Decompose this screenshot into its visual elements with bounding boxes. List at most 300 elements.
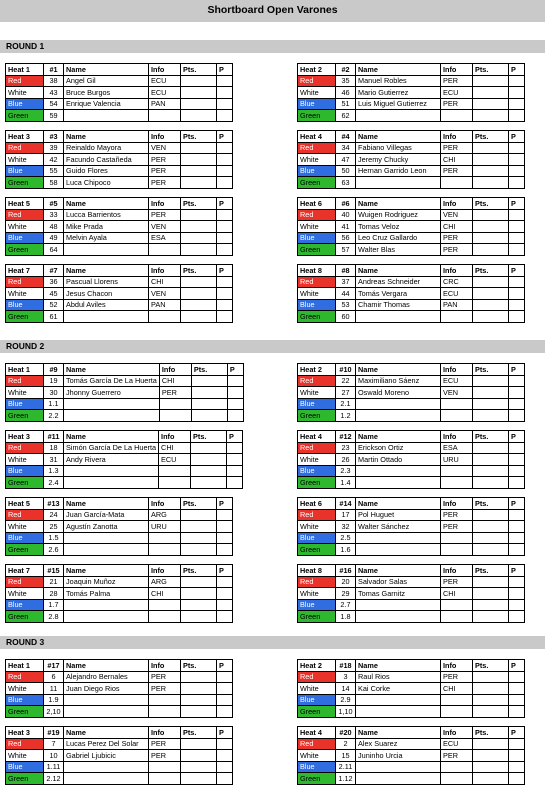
- surfer-row: [6, 750, 233, 762]
- heat-header-row: [298, 431, 525, 443]
- jersey-color-green: Green: [298, 177, 336, 189]
- info-header: Info: [441, 198, 473, 210]
- surfer-row: [6, 544, 233, 556]
- pts-header: Pts.: [473, 198, 509, 210]
- p-header: P: [217, 727, 233, 739]
- surfer-name: [64, 761, 149, 773]
- surfer-row: [298, 532, 525, 544]
- name-header: Name: [64, 660, 149, 672]
- pts-header: Pts.: [473, 565, 509, 577]
- pts-header: Pts.: [181, 727, 217, 739]
- points-cell: [473, 611, 509, 623]
- jersey-color-white: White: [298, 521, 336, 533]
- points-cell: [191, 442, 227, 454]
- points-cell: [191, 454, 227, 466]
- jersey-color-blue: Blue: [6, 98, 44, 110]
- heat-table: [5, 197, 233, 256]
- points-cell: [473, 442, 509, 454]
- surfer-name: Walter Sánchez: [356, 521, 441, 533]
- heat-table: [297, 564, 525, 623]
- pts-header: Pts.: [181, 660, 217, 672]
- jersey-color-green: Green: [6, 611, 44, 623]
- country-info: PER: [149, 750, 181, 762]
- place-cell: [217, 611, 233, 623]
- heat-label: Heat 6: [298, 198, 336, 210]
- jersey-color-green: Green: [6, 311, 44, 323]
- points-cell: [181, 232, 217, 244]
- points-cell: [473, 177, 509, 189]
- jersey-color-green: Green: [298, 706, 336, 718]
- country-info: [149, 110, 181, 122]
- country-info: PAN: [149, 98, 181, 110]
- jersey-color-white: White: [298, 221, 336, 233]
- seed-number: 1.8: [336, 611, 356, 623]
- country-info: PER: [149, 165, 181, 177]
- jersey-color-green: Green: [6, 177, 44, 189]
- points-cell: [181, 576, 217, 588]
- surfer-name: [356, 398, 441, 410]
- points-cell: [473, 750, 509, 762]
- country-info: CHI: [441, 683, 473, 695]
- heat-header-row: [6, 364, 244, 376]
- jersey-color-green: Green: [6, 244, 44, 256]
- surfer-name: Luis Miguel Gutierrez: [356, 98, 441, 110]
- jersey-color-white: White: [298, 87, 336, 99]
- country-info: [149, 761, 181, 773]
- country-info: [159, 465, 191, 477]
- jersey-color-white: White: [6, 521, 44, 533]
- points-cell: [181, 761, 217, 773]
- heat-label: Heat 5: [6, 198, 44, 210]
- place-cell: [509, 477, 525, 489]
- place-cell: [509, 611, 525, 623]
- points-cell: [181, 221, 217, 233]
- surfer-name: [64, 611, 149, 623]
- heat-number: #4: [336, 131, 356, 143]
- place-cell: [509, 761, 525, 773]
- name-header: Name: [64, 431, 159, 443]
- seed-number: 21: [44, 576, 64, 588]
- surfer-name: Jhonny Guerrero: [64, 387, 160, 399]
- place-cell: [217, 244, 233, 256]
- heat-table: [5, 130, 233, 189]
- seed-number: 51: [336, 98, 356, 110]
- seed-number: 2.5: [336, 532, 356, 544]
- points-cell: [473, 521, 509, 533]
- heat-header-row: [298, 660, 525, 672]
- surfer-row: [6, 706, 233, 718]
- surfer-name: [64, 477, 159, 489]
- points-cell: [473, 154, 509, 166]
- heat-table: [5, 564, 233, 623]
- heat-label: Heat 4: [298, 727, 336, 739]
- country-info: CHI: [149, 588, 181, 600]
- jersey-color-red: Red: [6, 276, 44, 288]
- seed-number: 1.11: [44, 761, 64, 773]
- place-cell: [509, 532, 525, 544]
- surfer-name: [356, 706, 441, 718]
- heat-label: Heat 7: [6, 265, 44, 277]
- place-cell: [227, 454, 243, 466]
- country-info: ECU: [441, 288, 473, 300]
- surfer-row: [6, 588, 233, 600]
- points-cell: [181, 209, 217, 221]
- name-header: Name: [356, 660, 441, 672]
- surfer-name: [64, 311, 149, 323]
- surfer-name: Alex Suarez: [356, 738, 441, 750]
- seed-number: 37: [336, 276, 356, 288]
- surfer-name: Andy Rivera: [64, 454, 159, 466]
- heat-label: Heat 8: [298, 565, 336, 577]
- heat-number: #12: [336, 431, 356, 443]
- name-header: Name: [356, 364, 441, 376]
- country-info: [441, 706, 473, 718]
- place-cell: [217, 576, 233, 588]
- surfer-row: [6, 738, 233, 750]
- place-cell: [509, 671, 525, 683]
- p-header: P: [217, 131, 233, 143]
- surfer-name: [64, 398, 160, 410]
- country-info: PER: [441, 671, 473, 683]
- jersey-color-white: White: [6, 588, 44, 600]
- surfer-row: [6, 671, 233, 683]
- seed-number: 25: [44, 521, 64, 533]
- jersey-color-blue: Blue: [298, 232, 336, 244]
- jersey-color-blue: Blue: [6, 398, 44, 410]
- seed-number: 1.7: [44, 599, 64, 611]
- surfer-row: [6, 442, 243, 454]
- country-info: [149, 694, 181, 706]
- info-header: Info: [159, 431, 191, 443]
- jersey-color-green: Green: [6, 110, 44, 122]
- seed-number: 27: [336, 387, 356, 399]
- jersey-color-white: White: [6, 154, 44, 166]
- seed-number: 15: [336, 750, 356, 762]
- surfer-row: [6, 375, 244, 387]
- surfer-name: [64, 465, 159, 477]
- country-info: [441, 773, 473, 785]
- surfer-row: [298, 521, 525, 533]
- surfer-name: [356, 465, 441, 477]
- name-header: Name: [64, 727, 149, 739]
- surfer-row: [6, 209, 233, 221]
- jersey-color-red: Red: [298, 671, 336, 683]
- points-cell: [473, 588, 509, 600]
- heat-label: Heat 2: [298, 364, 336, 376]
- name-header: Name: [64, 565, 149, 577]
- points-cell: [191, 398, 227, 410]
- surfer-name: Simón García De La Huerta: [64, 442, 159, 454]
- place-cell: [217, 694, 233, 706]
- seed-number: 7: [44, 738, 64, 750]
- surfer-name: Juan García-Mata: [64, 509, 149, 521]
- info-header: Info: [149, 64, 181, 76]
- jersey-color-green: Green: [6, 410, 44, 422]
- place-cell: [217, 288, 233, 300]
- surfer-row: [298, 75, 525, 87]
- country-info: ECU: [159, 454, 191, 466]
- place-cell: [509, 410, 525, 422]
- points-cell: [181, 165, 217, 177]
- seed-number: 41: [336, 221, 356, 233]
- heat-table: [5, 430, 243, 489]
- country-info: CHI: [149, 276, 181, 288]
- seed-number: 2.6: [44, 544, 64, 556]
- seed-number: 50: [336, 165, 356, 177]
- place-cell: [217, 683, 233, 695]
- heat-header-row: [6, 198, 233, 210]
- surfer-row: [298, 221, 525, 233]
- pts-header: Pts.: [473, 498, 509, 510]
- place-cell: [217, 75, 233, 87]
- jersey-color-red: Red: [298, 442, 336, 454]
- pts-header: Pts.: [181, 498, 217, 510]
- pts-header: Pts.: [473, 64, 509, 76]
- points-cell: [473, 761, 509, 773]
- surfer-row: [6, 509, 233, 521]
- info-header: Info: [441, 364, 473, 376]
- surfer-row: [298, 110, 525, 122]
- surfer-name: Erickson Ortiz: [356, 442, 441, 454]
- seed-number: 43: [44, 87, 64, 99]
- place-cell: [509, 509, 525, 521]
- seed-number: 59: [44, 110, 64, 122]
- surfer-name: [64, 110, 149, 122]
- points-cell: [191, 410, 227, 422]
- jersey-color-red: Red: [6, 442, 44, 454]
- heat-number: #6: [336, 198, 356, 210]
- place-cell: [217, 209, 233, 221]
- p-header: P: [509, 64, 525, 76]
- points-cell: [181, 244, 217, 256]
- jersey-color-red: Red: [298, 209, 336, 221]
- points-cell: [473, 477, 509, 489]
- surfer-row: [6, 221, 233, 233]
- place-cell: [217, 177, 233, 189]
- country-info: CHI: [159, 375, 191, 387]
- p-header: P: [509, 364, 525, 376]
- seed-number: 58: [44, 177, 64, 189]
- pts-header: Pts.: [181, 64, 217, 76]
- seed-number: 52: [44, 299, 64, 311]
- jersey-color-red: Red: [298, 738, 336, 750]
- points-cell: [181, 311, 217, 323]
- info-header: Info: [441, 498, 473, 510]
- surfer-name: Jeremy Chucky: [356, 154, 441, 166]
- heat-number: #5: [44, 198, 64, 210]
- surfer-row: [298, 706, 525, 718]
- info-header: Info: [149, 660, 181, 672]
- jersey-color-white: White: [298, 288, 336, 300]
- heat-number: #15: [44, 565, 64, 577]
- seed-number: 34: [336, 142, 356, 154]
- jersey-color-red: Red: [6, 209, 44, 221]
- seed-number: 49: [44, 232, 64, 244]
- surfer-name: [356, 177, 441, 189]
- country-info: [149, 611, 181, 623]
- country-info: ECU: [441, 375, 473, 387]
- jersey-color-green: Green: [298, 311, 336, 323]
- heat-number: #20: [336, 727, 356, 739]
- surfer-name: Reinaldo Mayora: [64, 142, 149, 154]
- points-cell: [473, 375, 509, 387]
- points-cell: [473, 465, 509, 477]
- country-info: PER: [149, 177, 181, 189]
- heat-header-row: [298, 364, 525, 376]
- surfer-name: Tomás Palma: [64, 588, 149, 600]
- jersey-color-white: White: [6, 750, 44, 762]
- seed-number: 20: [336, 576, 356, 588]
- jersey-color-red: Red: [6, 671, 44, 683]
- jersey-color-blue: Blue: [6, 165, 44, 177]
- place-cell: [227, 387, 243, 399]
- place-cell: [509, 165, 525, 177]
- surfer-row: [6, 532, 233, 544]
- surfer-name: Enrique Valencia: [64, 98, 149, 110]
- surfer-row: [6, 683, 233, 695]
- heat-header-row: [6, 131, 233, 143]
- surfer-name: Facundo Castañeda: [64, 154, 149, 166]
- country-info: [149, 244, 181, 256]
- jersey-color-red: Red: [6, 142, 44, 154]
- heat-header-row: [298, 198, 525, 210]
- surfer-name: Hernan Garrido Leon: [356, 165, 441, 177]
- surfer-row: [298, 288, 525, 300]
- seed-number: 60: [336, 311, 356, 323]
- heat-header-row: [298, 565, 525, 577]
- place-cell: [227, 410, 243, 422]
- country-info: [149, 599, 181, 611]
- country-info: PAN: [441, 299, 473, 311]
- points-cell: [473, 232, 509, 244]
- surfer-row: [298, 154, 525, 166]
- points-cell: [181, 738, 217, 750]
- surfer-name: Walter Blas: [356, 244, 441, 256]
- country-info: VEN: [149, 221, 181, 233]
- heat-table: [5, 363, 244, 422]
- heat-number: #16: [336, 565, 356, 577]
- heat-header-row: [6, 64, 233, 76]
- seed-number: 2: [336, 738, 356, 750]
- place-cell: [509, 750, 525, 762]
- points-cell: [473, 599, 509, 611]
- place-cell: [217, 706, 233, 718]
- pts-header: Pts.: [191, 431, 227, 443]
- pts-header: Pts.: [473, 131, 509, 143]
- country-info: PER: [441, 75, 473, 87]
- info-header: Info: [441, 727, 473, 739]
- points-cell: [181, 671, 217, 683]
- place-cell: [217, 599, 233, 611]
- round-label: ROUND 2: [6, 341, 45, 351]
- jersey-color-white: White: [6, 387, 44, 399]
- country-info: VEN: [149, 288, 181, 300]
- place-cell: [509, 244, 525, 256]
- heat-number: #2: [336, 64, 356, 76]
- seed-number: 22: [336, 375, 356, 387]
- surfer-row: [6, 387, 244, 399]
- jersey-color-green: Green: [6, 477, 44, 489]
- pts-header: Pts.: [181, 565, 217, 577]
- country-info: PER: [441, 165, 473, 177]
- surfer-name: [356, 110, 441, 122]
- place-cell: [227, 477, 243, 489]
- title-bar: [0, 0, 545, 22]
- seed-number: 36: [44, 276, 64, 288]
- country-info: PER: [149, 671, 181, 683]
- place-cell: [509, 75, 525, 87]
- jersey-color-red: Red: [6, 576, 44, 588]
- p-header: P: [509, 131, 525, 143]
- points-cell: [181, 75, 217, 87]
- country-info: [441, 410, 473, 422]
- place-cell: [509, 683, 525, 695]
- country-info: PER: [149, 738, 181, 750]
- name-header: Name: [356, 431, 441, 443]
- surfer-name: Leo Cruz Gallardo: [356, 232, 441, 244]
- surfer-name: Agustín Zanotta: [64, 521, 149, 533]
- name-header: Name: [64, 265, 149, 277]
- seed-number: 14: [336, 683, 356, 695]
- country-info: ECU: [149, 87, 181, 99]
- surfer-row: [6, 694, 233, 706]
- jersey-color-white: White: [298, 154, 336, 166]
- jersey-color-green: Green: [6, 706, 44, 718]
- info-header: Info: [149, 265, 181, 277]
- heat-table: [297, 659, 525, 718]
- country-info: [441, 694, 473, 706]
- points-cell: [181, 599, 217, 611]
- surfer-name: [64, 694, 149, 706]
- heat-label: Heat 7: [6, 565, 44, 577]
- jersey-color-blue: Blue: [298, 465, 336, 477]
- seed-number: 2.12: [44, 773, 64, 785]
- heat-label: Heat 3: [6, 727, 44, 739]
- p-header: P: [227, 364, 243, 376]
- place-cell: [509, 221, 525, 233]
- jersey-color-green: Green: [6, 773, 44, 785]
- place-cell: [217, 750, 233, 762]
- info-header: Info: [441, 64, 473, 76]
- heat-header-row: [6, 431, 243, 443]
- place-cell: [509, 87, 525, 99]
- seed-number: 45: [44, 288, 64, 300]
- country-info: [441, 311, 473, 323]
- surfer-name: [356, 773, 441, 785]
- country-info: PER: [149, 154, 181, 166]
- heat-number: #9: [44, 364, 64, 376]
- pts-header: Pts.: [473, 727, 509, 739]
- place-cell: [509, 98, 525, 110]
- place-cell: [217, 738, 233, 750]
- p-header: P: [509, 198, 525, 210]
- seed-number: 2.9: [336, 694, 356, 706]
- surfer-row: [6, 276, 233, 288]
- heat-number: #3: [44, 131, 64, 143]
- place-cell: [217, 671, 233, 683]
- points-cell: [473, 110, 509, 122]
- seed-number: 63: [336, 177, 356, 189]
- place-cell: [509, 465, 525, 477]
- surfer-row: [298, 177, 525, 189]
- heat-header-row: [6, 498, 233, 510]
- surfer-row: [298, 773, 525, 785]
- surfer-name: Wuigen Rodriguez: [356, 209, 441, 221]
- country-info: [149, 706, 181, 718]
- surfer-name: [64, 410, 160, 422]
- points-cell: [473, 288, 509, 300]
- seed-number: 35: [336, 75, 356, 87]
